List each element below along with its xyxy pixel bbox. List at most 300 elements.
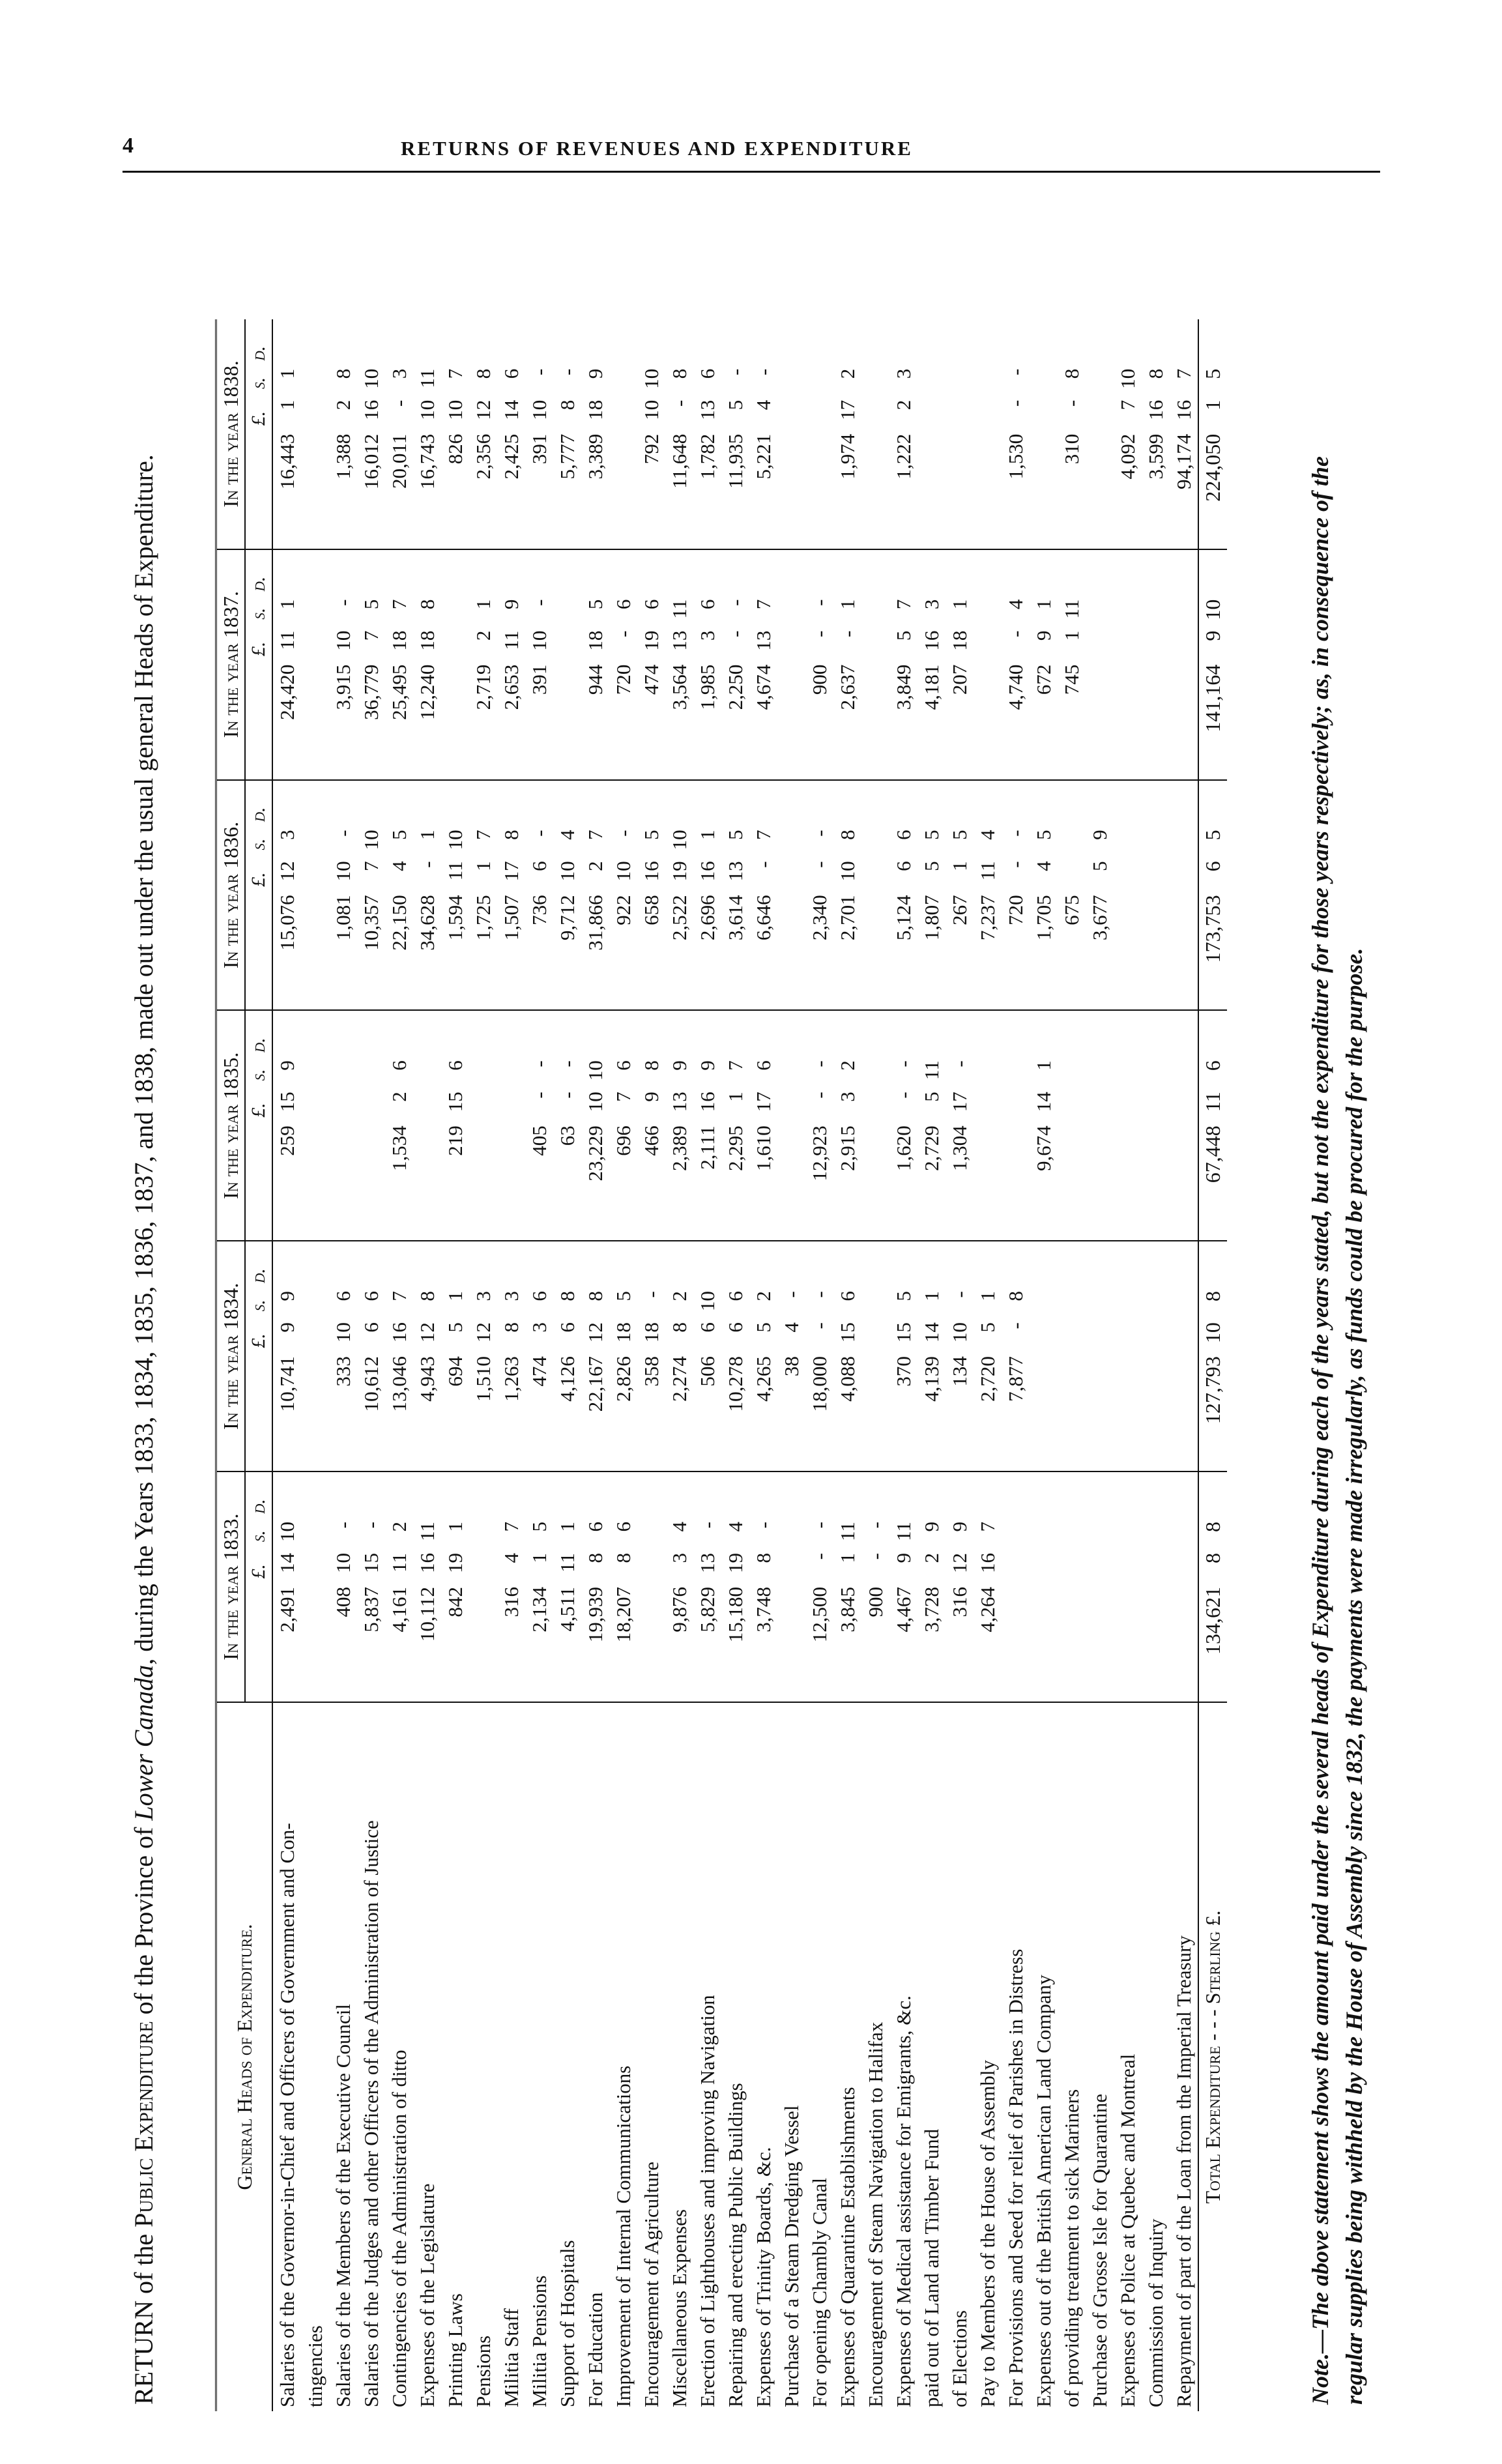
- units-header: [245, 1010, 272, 1241]
- shillings-value: 5: [920, 1092, 943, 1102]
- pounds-value: 944: [584, 664, 607, 695]
- units-header: [245, 1471, 272, 1702]
- shillings-value: 17: [948, 1092, 971, 1112]
- shillings-value: 5: [976, 1322, 999, 1333]
- pounds-value: 1,081: [332, 895, 354, 941]
- amount-cell: [385, 319, 413, 549]
- pounds-value: 408: [332, 1587, 354, 1617]
- pounds-value: 1,594: [444, 895, 467, 941]
- pence-value: 10: [444, 830, 467, 850]
- row-label: Expenses of Medical assistance for Emigrants, &c.: [889, 1702, 917, 2411]
- pounds-value: 2,425: [500, 433, 523, 480]
- pounds-value: 2,696: [696, 895, 719, 941]
- amount-cell: [777, 549, 805, 780]
- shillings-value: 4: [500, 1553, 523, 1563]
- pence-value: 10: [360, 830, 383, 850]
- amount-cell: [665, 780, 693, 1011]
- shillings-value: 4: [752, 399, 775, 411]
- shillings-value: -: [416, 861, 439, 868]
- amount-cell: [861, 549, 889, 780]
- amount-cell: [469, 319, 497, 549]
- row-label: For Education: [581, 1702, 609, 2411]
- pounds-value: 2,389: [668, 1125, 691, 1172]
- units-header: [245, 780, 272, 1011]
- amount-cell: [441, 1471, 469, 1702]
- amount-cell: [861, 1010, 889, 1241]
- header-rule: [123, 171, 1380, 173]
- pence-value: 9: [584, 368, 607, 379]
- pounds-value: 4,740: [1004, 664, 1027, 710]
- table-row: [497, 319, 525, 2411]
- expenditure-table: [215, 319, 1227, 2411]
- pounds-value: 826: [444, 433, 467, 465]
- amount-cell: [1142, 780, 1170, 1011]
- pounds-value: 10,278: [724, 1356, 747, 1412]
- shillings-value: 13: [752, 630, 775, 651]
- shillings-value: -: [556, 1092, 579, 1099]
- shillings-value: 6: [556, 1322, 579, 1333]
- pence-value: 6: [892, 830, 915, 840]
- shillings-value: 14: [500, 399, 523, 420]
- year-header-1835: In the year 1835.: [216, 1010, 246, 1241]
- pounds-value: 219: [444, 1125, 467, 1156]
- pence-value: 11: [416, 1522, 439, 1541]
- pence-value: 7: [444, 368, 467, 379]
- shillings-value: 5: [444, 1322, 467, 1333]
- pence-value: 6: [612, 1522, 635, 1532]
- pence-value: 8: [416, 1291, 439, 1301]
- pence-value: 7: [752, 830, 775, 840]
- shillings-value: 10: [444, 399, 467, 420]
- amount-cell: [917, 1471, 946, 1702]
- amount-cell: [665, 549, 693, 780]
- shillings-value: 11: [500, 630, 523, 650]
- shillings-value: 10: [836, 861, 859, 882]
- pounds-value: 24,420: [276, 664, 298, 720]
- amount-cell: [497, 1241, 525, 1471]
- amount-cell: [272, 1471, 301, 1702]
- pounds-value: 7,877: [1004, 1356, 1027, 1402]
- pounds-value: 22,167: [584, 1356, 607, 1412]
- unit-pence: d.: [248, 1268, 269, 1283]
- pence-value: 8: [1144, 368, 1167, 379]
- year-header-1836: In the year 1836.: [216, 780, 246, 1011]
- row-label: Commission of Inquiry: [1142, 1702, 1170, 2411]
- pounds-value: 2,340: [808, 895, 831, 941]
- amount-cell: [749, 1010, 777, 1241]
- shillings-value: 4: [388, 861, 411, 871]
- pence-value: 11: [1060, 599, 1083, 619]
- pence-value: 6: [1201, 1060, 1224, 1071]
- pounds-value: 2,250: [724, 664, 747, 710]
- pence-value: 10: [668, 830, 691, 850]
- pounds-value: 4,139: [920, 1356, 943, 1402]
- pence-value: 7: [584, 830, 607, 840]
- amount-cell: [1170, 549, 1198, 780]
- total-label: Total Expenditure - - - Sterling £.: [1198, 1702, 1227, 2411]
- pounds-value: 2,653: [500, 664, 523, 710]
- amount-cell: [1030, 1241, 1058, 1471]
- table-row: [637, 319, 665, 2411]
- amount-cell: [693, 1471, 721, 1702]
- pounds-value: 2,915: [836, 1125, 859, 1172]
- pence-value: 9: [276, 1060, 298, 1071]
- pounds-value: 23,229: [584, 1125, 607, 1181]
- pence-value: -: [360, 1522, 383, 1529]
- pounds-value: 466: [640, 1125, 663, 1156]
- amount-cell: [637, 319, 665, 549]
- table-row: [581, 319, 609, 2411]
- pence-value: 9: [696, 1060, 719, 1071]
- row-label: Expenses of the Legislature: [413, 1702, 441, 2411]
- shillings-value: 4: [1032, 861, 1055, 871]
- amount-cell: [441, 319, 469, 549]
- row-label: Encouragement of Steam Navigation to Halifax: [861, 1702, 889, 2411]
- pounds-value: 12,923: [808, 1125, 831, 1181]
- caption-lead: RETURN of the: [129, 2227, 158, 2405]
- amount-cell: [1170, 319, 1198, 549]
- amount-cell: [974, 1471, 1002, 1702]
- shillings-value: 5: [724, 399, 747, 411]
- shillings-value: 6: [528, 861, 551, 871]
- pounds-value: 1,534: [388, 1125, 411, 1172]
- pounds-value: 16,443: [276, 433, 298, 489]
- shillings-value: 10: [528, 399, 551, 420]
- pence-value: -: [752, 1522, 775, 1529]
- pounds-value: 2,637: [836, 664, 859, 710]
- table-row: [1114, 319, 1142, 2411]
- pounds-value: 94,174: [1172, 433, 1195, 489]
- amount-cell: [329, 1471, 357, 1702]
- shillings-value: 10: [332, 1553, 354, 1573]
- pounds-value: 22,150: [388, 895, 411, 951]
- amount-cell: [469, 549, 497, 780]
- pounds-value: 25,495: [388, 664, 411, 720]
- amount-cell: [301, 1471, 329, 1702]
- amount-cell: [1086, 319, 1114, 549]
- shillings-value: 5: [1088, 861, 1111, 871]
- unit-pounds: £.: [248, 872, 269, 887]
- amount-cell: [553, 1471, 581, 1702]
- pence-value: 1: [1032, 1060, 1055, 1071]
- pence-value: -: [696, 1522, 719, 1529]
- amount-cell: [357, 319, 385, 549]
- amount-cell: [301, 1241, 329, 1471]
- pounds-value: 11,935: [724, 433, 747, 489]
- table-row: [805, 319, 833, 2411]
- amount-cell: [1114, 319, 1142, 549]
- amount-cell: [805, 1241, 833, 1471]
- pence-value: 8: [416, 599, 439, 610]
- pounds-value: 9,876: [668, 1587, 691, 1632]
- table-caption: [124, 384, 164, 2405]
- amount-cell: [777, 1471, 805, 1702]
- pounds-value: 658: [640, 895, 663, 925]
- shillings-value: 16: [360, 399, 383, 420]
- unit-pounds: £.: [248, 1564, 269, 1579]
- pence-value: 3: [276, 830, 298, 840]
- pounds-value: 173,753: [1201, 895, 1224, 963]
- shillings-value: 8: [668, 1322, 691, 1333]
- pounds-value: 12,240: [416, 664, 439, 720]
- pounds-value: 13,046: [388, 1356, 411, 1412]
- shillings-value: 5: [752, 1322, 775, 1333]
- row-label: Contingencies of the Administration of ditto: [385, 1702, 413, 2411]
- pence-value: 6: [360, 1291, 383, 1301]
- pounds-value: 694: [444, 1356, 467, 1387]
- amount-cell: [637, 780, 665, 1011]
- amount-cell: [1086, 1471, 1114, 1702]
- shillings-value: 10: [332, 861, 354, 882]
- amount-cell: [833, 549, 861, 780]
- pence-value: -: [332, 599, 354, 606]
- amount-cell: [1114, 549, 1142, 780]
- shillings-value: 8: [752, 1553, 775, 1563]
- pounds-value: 134,621: [1201, 1587, 1224, 1655]
- pence-value: 8: [1004, 1291, 1027, 1301]
- pence-value: 6: [696, 599, 719, 610]
- pounds-value: 1,507: [500, 895, 523, 941]
- shillings-value: 3: [836, 1092, 859, 1102]
- amount-cell: [917, 780, 946, 1011]
- shillings-value: 16: [696, 861, 719, 882]
- shillings-value: 13: [668, 1092, 691, 1112]
- pounds-value: 7,237: [976, 895, 999, 941]
- pounds-value: 4,092: [1116, 433, 1139, 480]
- unit-pence: d.: [248, 576, 269, 592]
- table-row: [1002, 319, 1030, 2411]
- pounds-value: 3,915: [332, 664, 354, 710]
- amount-cell: [1114, 1471, 1142, 1702]
- amount-cell: [1114, 1241, 1142, 1471]
- pence-value: 4: [556, 830, 579, 840]
- shillings-value: 9: [892, 1553, 915, 1563]
- shillings-value: 16: [976, 1553, 999, 1573]
- amount-cell: [581, 319, 609, 549]
- year-header-1833: In the year 1833.: [216, 1471, 246, 1702]
- pence-value: -: [948, 1291, 971, 1298]
- pounds-value: 16,012: [360, 433, 383, 489]
- pence-value: 7: [472, 830, 495, 840]
- pence-value: 10: [1116, 368, 1139, 389]
- amount-cell: [581, 1010, 609, 1241]
- pence-value: 7: [724, 1060, 747, 1071]
- amount-cell: [609, 780, 637, 1011]
- pounds-value: 2,356: [472, 433, 495, 480]
- amount-cell: [721, 780, 749, 1011]
- amount-cell: [581, 549, 609, 780]
- amount-cell: [1114, 780, 1142, 1011]
- amount-cell: [329, 549, 357, 780]
- pence-value: 8: [500, 830, 523, 840]
- unit-shillings: s.: [248, 1069, 269, 1081]
- pounds-value: 316: [500, 1587, 523, 1617]
- pounds-value: 792: [640, 433, 663, 465]
- pence-value: 5: [612, 1291, 635, 1301]
- table-row: [1058, 319, 1086, 2411]
- shillings-value: 6: [1201, 861, 1224, 872]
- amount-cell: [497, 1010, 525, 1241]
- shillings-value: 14: [920, 1322, 943, 1343]
- pounds-value: 4,161: [388, 1587, 411, 1632]
- shillings-value: 13: [724, 861, 747, 882]
- pounds-value: 4,467: [892, 1587, 915, 1632]
- amount-cell: [609, 319, 637, 549]
- row-label: Erection of Lighthouses and improving Navigation: [693, 1702, 721, 2411]
- amount-cell: [329, 1010, 357, 1241]
- amount-cell: [1086, 549, 1114, 780]
- amount-cell: [1002, 1010, 1030, 1241]
- pence-value: -: [640, 1291, 663, 1298]
- unit-pence: d.: [248, 345, 269, 361]
- pence-value: -: [780, 1291, 803, 1298]
- row-label: Militia Pensions: [525, 1702, 553, 2411]
- table-row: [441, 319, 469, 2411]
- shillings-value: 1: [948, 861, 971, 871]
- pence-value: -: [612, 830, 635, 837]
- amount-cell: [721, 1241, 749, 1471]
- table-row: [665, 319, 693, 2411]
- pence-value: 5: [584, 599, 607, 610]
- pounds-value: 2,720: [976, 1356, 999, 1402]
- amount-cell: [1086, 1010, 1114, 1241]
- pounds-value: 1,620: [892, 1125, 915, 1172]
- pounds-value: 391: [528, 664, 551, 695]
- unit-pounds: £.: [248, 1103, 269, 1118]
- pounds-value: 1,985: [696, 664, 719, 710]
- amount-cell: [525, 319, 553, 549]
- pounds-value: 36,779: [360, 664, 383, 720]
- amount-cell: [385, 1471, 413, 1702]
- pounds-value: 358: [640, 1356, 663, 1387]
- pounds-value: 672: [1032, 664, 1055, 695]
- pounds-value: 267: [948, 895, 971, 925]
- amount-cell: [1058, 780, 1086, 1011]
- amount-cell: [581, 1241, 609, 1471]
- total-row: [1198, 319, 1227, 2411]
- pounds-value: 5,777: [556, 433, 579, 480]
- pounds-value: 224,050: [1201, 433, 1224, 502]
- pence-value: 6: [444, 1060, 467, 1071]
- pence-value: 11: [416, 368, 439, 388]
- pence-value: 6: [752, 1060, 775, 1071]
- shillings-value: 4: [780, 1322, 803, 1333]
- row-label: of Elections: [946, 1702, 974, 2411]
- caption-mid: of the Province of: [129, 1820, 158, 2022]
- amount-cell: [1114, 1010, 1142, 1241]
- pence-value: -: [332, 830, 354, 837]
- amount-cell: [609, 549, 637, 780]
- amount-cell: [329, 319, 357, 549]
- pounds-value: 4,264: [976, 1587, 999, 1632]
- amount-cell: [441, 549, 469, 780]
- shillings-value: 2: [584, 861, 607, 871]
- amount-cell: [1086, 780, 1114, 1011]
- pence-value: -: [808, 1522, 831, 1529]
- pence-value: -: [528, 368, 551, 376]
- pounds-value: 15,180: [724, 1587, 747, 1643]
- pence-value: 1: [444, 1291, 467, 1301]
- amount-cell: [1198, 319, 1227, 549]
- shillings-value: 10: [948, 1322, 971, 1343]
- shillings-value: 10: [556, 861, 579, 882]
- amount-cell: [917, 1241, 946, 1471]
- amount-cell: [609, 1471, 637, 1702]
- amount-cell: [609, 1241, 637, 1471]
- amount-cell: [889, 319, 917, 549]
- pounds-value: 3,614: [724, 895, 747, 941]
- row-label: Purchase of Grosse Isle for Quarantine: [1086, 1702, 1114, 2411]
- shillings-value: 9: [640, 1092, 663, 1102]
- pence-value: -: [724, 368, 747, 376]
- pounds-value: 405: [528, 1125, 551, 1156]
- shillings-value: -: [1060, 399, 1083, 407]
- amount-cell: [1002, 549, 1030, 780]
- shillings-value: 1: [724, 1092, 747, 1102]
- shillings-value: 10: [332, 1322, 354, 1343]
- shillings-value: -: [668, 399, 691, 407]
- pounds-value: 2,729: [920, 1125, 943, 1172]
- pence-value: 11: [920, 1060, 943, 1080]
- amount-cell: [1002, 319, 1030, 549]
- pence-value: 1: [836, 599, 859, 610]
- pounds-value: 3,849: [892, 664, 915, 710]
- year-header-1834: In the year 1834.: [216, 1241, 246, 1471]
- shillings-value: 15: [836, 1322, 859, 1343]
- table-row: [272, 319, 301, 2411]
- pounds-value: 3,599: [1144, 433, 1167, 480]
- shillings-value: 8: [584, 1553, 607, 1563]
- pounds-value: 3,748: [752, 1587, 775, 1632]
- footnote: Note.—The above statement shows the amount paid under the several heads of Expenditure during each of the years stated, but not the expenditure for those years respectively; as, in consequence of the regular supplies being withheld by the House of Assembly since 1832, the payments were made irregularly, as funds could be procured for the purpose.: [1307, 456, 1367, 2405]
- heads-column-header: General Heads of Expenditure.: [216, 1702, 273, 2411]
- shillings-value: 10: [416, 399, 439, 420]
- shillings-value: 15: [276, 1092, 298, 1112]
- amount-cell: [693, 319, 721, 549]
- amount-cell: [833, 780, 861, 1011]
- pounds-value: 38: [780, 1356, 803, 1377]
- row-label: Repairing and erecting Public Buildings: [721, 1702, 749, 2411]
- amount-cell: [974, 1241, 1002, 1471]
- row-label: Pensions: [469, 1702, 497, 2411]
- year-header-1838: In the year 1838.: [216, 319, 246, 549]
- shillings-value: -: [388, 399, 411, 407]
- unit-shillings: s.: [248, 838, 269, 850]
- pounds-value: 31,866: [584, 895, 607, 951]
- pence-value: 9: [920, 1522, 943, 1532]
- table-row: [1086, 319, 1114, 2411]
- shillings-value: 2: [892, 399, 915, 411]
- shillings-value: 18: [948, 630, 971, 651]
- amount-cell: [777, 1241, 805, 1471]
- shillings-value: 1: [472, 861, 495, 871]
- shillings-value: 10: [528, 630, 551, 651]
- pounds-value: 4,265: [752, 1356, 775, 1402]
- amount-cell: [721, 549, 749, 780]
- shillings-value: -: [1004, 399, 1027, 407]
- shillings-value: 6: [892, 861, 915, 871]
- pounds-value: 1,807: [920, 895, 943, 941]
- pounds-value: 3,677: [1088, 895, 1111, 941]
- pence-value: 8: [1201, 1522, 1224, 1532]
- amount-cell: [833, 1241, 861, 1471]
- pence-value: 6: [528, 1291, 551, 1301]
- pounds-value: 4,674: [752, 664, 775, 710]
- shillings-value: 8: [1201, 1553, 1224, 1563]
- shillings-value: 12: [584, 1322, 607, 1343]
- pence-value: 3: [892, 368, 915, 379]
- table-row: [469, 319, 497, 2411]
